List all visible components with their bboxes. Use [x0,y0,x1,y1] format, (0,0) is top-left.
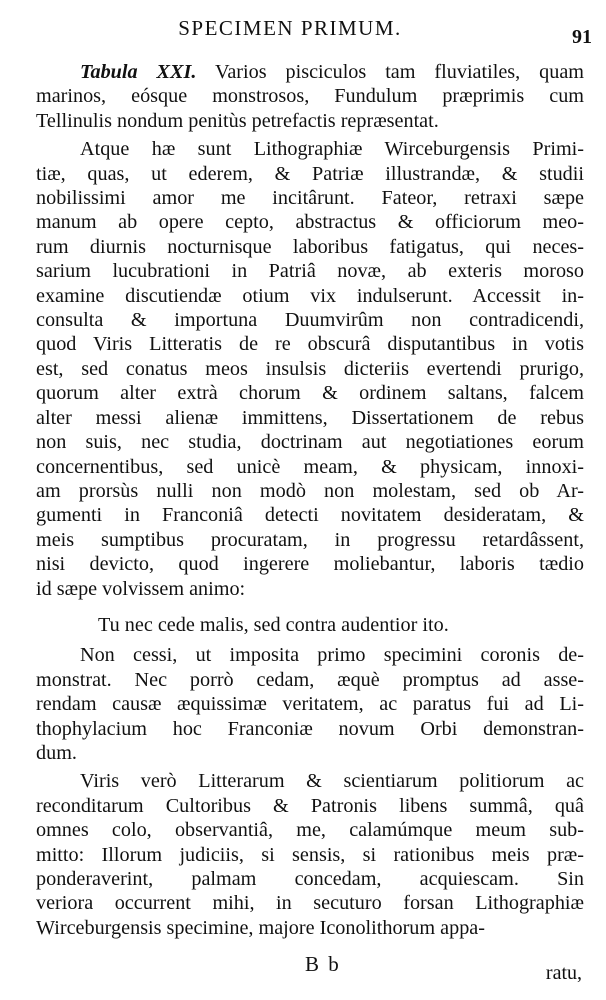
paragraph-group-1 [36,60,584,601]
line-text: nisi devicto, quod ingerere moliebantur, laboris tædio [36,553,584,576]
text-line [36,769,584,793]
line-text: nobilissimi amor me incitârunt. Fateor, retraxi sæpe [36,187,584,210]
line-text: non suis, nec studia, doctrinam aut negotiationes eorum [36,431,584,454]
text-line [36,357,584,381]
line-text: monstrat. Nec porrò cedam, æquè promptus ad asse- [36,668,584,691]
running-title: SPECIMEN PRIMUM. [178,16,402,40]
line-text: concernentibus, sed unicè meam, & physicam, innoxi- [36,455,584,478]
text-line [36,430,584,454]
line-text: examine discutiendæ otium vix indulserunt. Accessit in- [36,284,584,307]
line-text: veriora occurrent mihi, in secuturo forsan Lithographiæ [36,892,584,915]
text-line [36,643,584,667]
line-text: marinos, eósque monstrosos, Fundulum præprimis cum [36,85,584,108]
text-line [36,259,584,283]
text-line [36,818,584,842]
text-line [36,162,584,186]
text-line [36,552,584,576]
line-text: Tellinulis nondum penitùs petrefactis repræsentat. [36,109,439,132]
line-text: rendam causæ æquissimæ veritatem, ac paratus fui ad Li- [36,693,584,716]
paragraph [36,769,584,940]
text-line [36,867,584,891]
text-line [36,137,584,161]
line-text: meis sumptibus procuratam, in progressu retardâssent, [36,528,584,551]
line-text: am prorsùs nulli non modò non molestam, sed ob Ar- [36,479,584,502]
text-line [36,235,584,259]
text-line [36,284,584,308]
text-line [36,332,584,356]
text-line [36,109,584,133]
paragraph [36,60,584,133]
line-text: quod Viris Litteratis de re obscurâ disputantibus in votis [36,333,584,356]
page-number: 91 [572,26,592,48]
verse-quotation: Tu nec cede malis, sed contra audentior ito. [98,613,449,636]
line-text: quorum alter extrà chorum & ordinem saltans, falcem [36,382,584,405]
line-text: consulta & importuna Duumvirûm non contradicendi, [36,309,584,332]
text-line [36,381,584,405]
text-line [36,692,584,716]
text-line [36,717,584,741]
text-line [36,577,584,601]
signature-mark: B b [305,952,341,976]
line-text: tiæ, quas, ut ederem, & Patriæ illustrandæ, & studii [36,162,584,185]
catchword: ratu, [545,962,582,984]
text-line [36,916,584,940]
text-line [36,210,584,234]
line-text: est, sed conatus meos insulsis dicteriis evertendi prurigo, [36,357,584,380]
text-line [36,843,584,867]
body-text [36,60,584,940]
line-text: ponderaverint, palmam concedam, acquiescam. Sin [36,868,584,890]
paragraph [36,137,584,601]
line-text: Varios pisciculos tam fluviatiles, quam [196,61,584,83]
text-line [36,794,584,818]
text-line [36,406,584,430]
text-line [36,60,584,84]
line-text: reconditarum Cultoribus & Patronis libens summâ, quâ [36,794,584,817]
text-line [36,891,584,915]
line-text: alter messi alienæ immittens, Dissertationem de rebus [36,406,584,429]
table-reference: Tabula XXI. [80,61,197,83]
line-text: Non cessi, ut imposita primo specimini coronis de- [80,644,584,667]
line-text: sarium lucubrationi in Patriâ novæ, ab exteris moroso [36,260,584,283]
page-footer [0,952,606,992]
text-line [36,84,584,108]
text-line [36,186,584,210]
line-text: id sæpe volvissem animo: [36,577,246,600]
line-text: dum. [36,741,77,764]
text-line [36,503,584,527]
line-text: manum ab opere cepto, abstractus & officiorum meo- [36,211,584,234]
text-line [36,308,584,332]
line-text: thophylacium hoc Franconiæ novum Orbi demonstran- [36,717,584,740]
line-text: Viris verò Litterarum & scientiarum politiorum ac [80,770,584,793]
paragraph-group-2 [36,643,584,940]
page-header [0,12,606,48]
text-line [36,741,584,765]
line-text: Wirceburgensis specimine, majore Iconolithorum appa- [36,916,485,939]
line-text: rum diurnis nocturnisque laboribus fatigatus, qui neces- [36,235,584,258]
text-line [36,479,584,503]
line-text: Atque hæ sunt Lithographiæ Wirceburgensis Primi- [80,138,584,161]
text-line [36,528,584,552]
paragraph [36,643,584,765]
line-text: gumenti in Franconiâ detecti novitatem desideratam, & [36,504,584,527]
text-line [36,668,584,692]
line-text: omnes colo, observantiâ, me, calamúmque meum sub- [36,819,584,842]
text-line [36,455,584,479]
line-text: mitto: Illorum judiciis, si sensis, si rationibus meis præ- [36,843,584,866]
